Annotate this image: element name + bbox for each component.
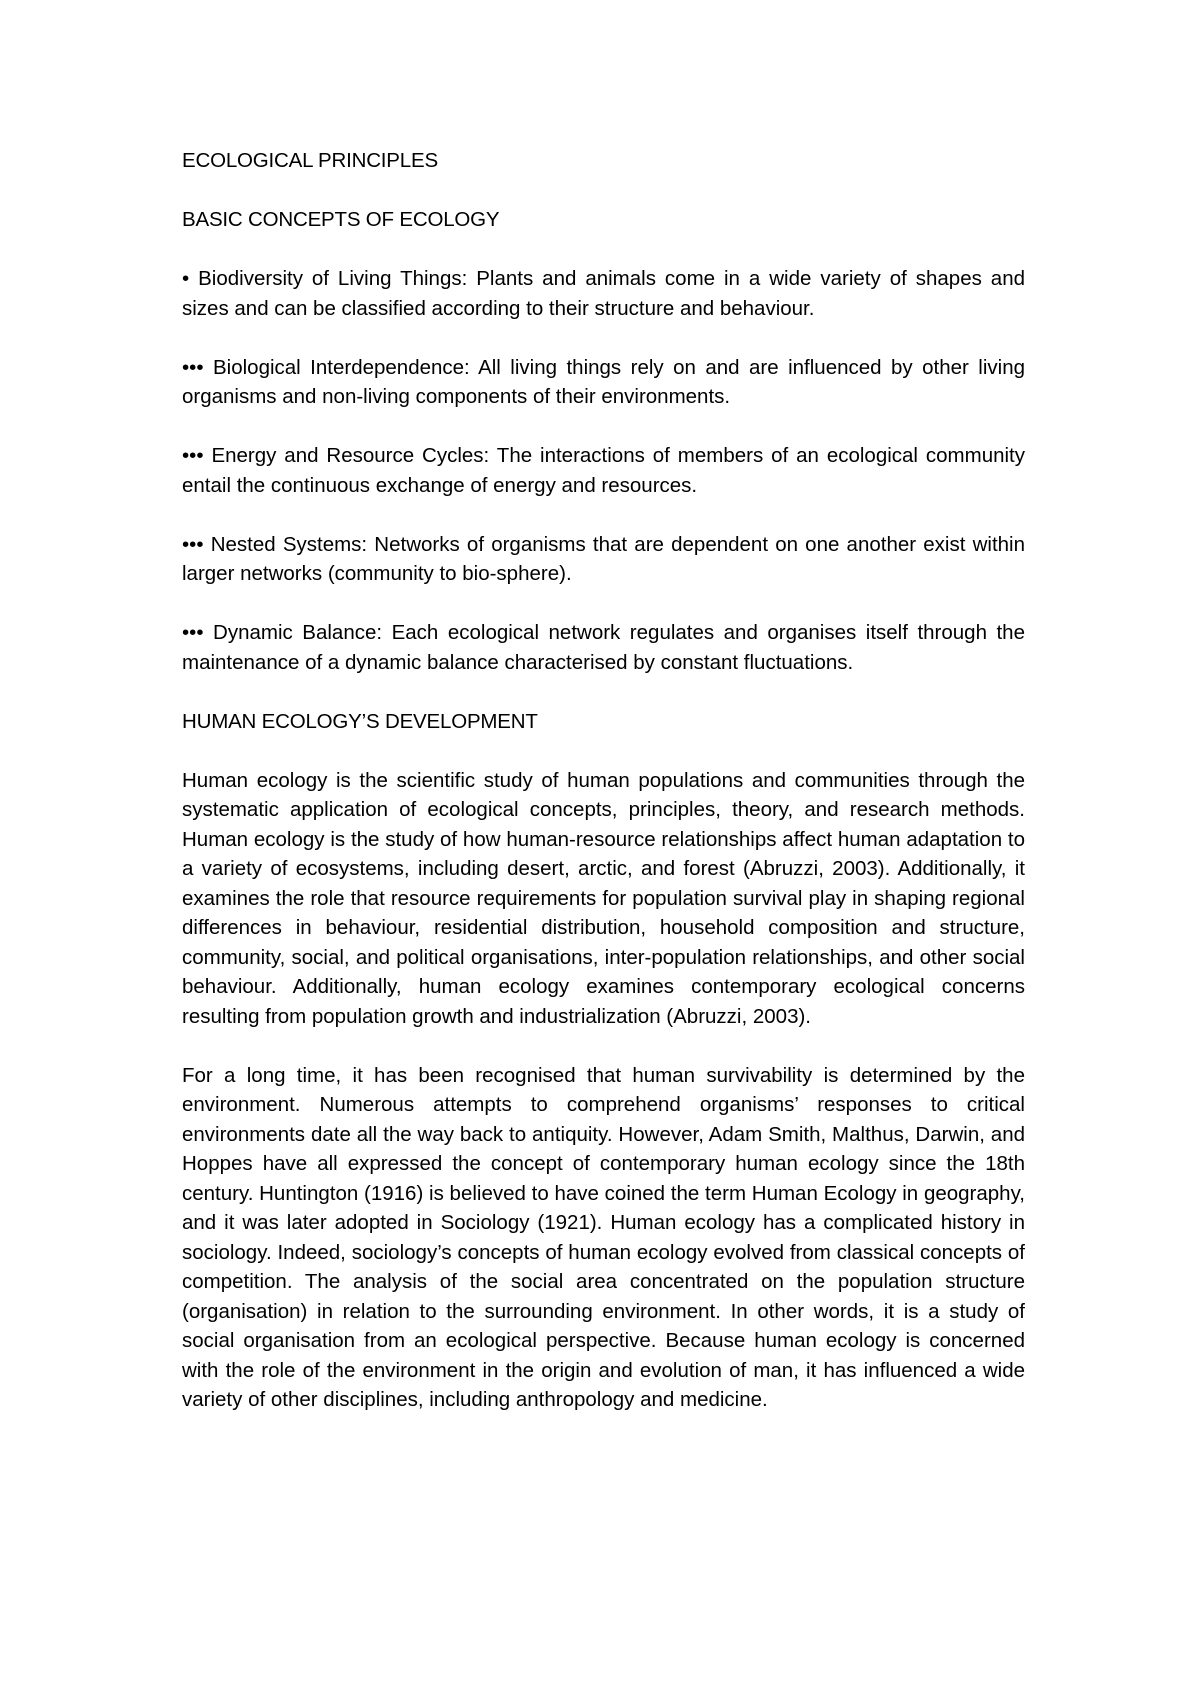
bullet-nested-systems: ••• Nested Systems: Networks of organisms that are dependent on one another exist within larger networks (community to bio-sphere).	[182, 532, 1025, 585]
paragraph-human-ecology-history: For a long time, it has been recognised that human survivability is determined by the environment. Numerous attempts to comprehend organisms’ responses to critical environments date all the way back to antiquity. However, Adam Smith, Malthus, Darwin, and Hoppes have all expressed the concept of contemporary human ecology since the 18th century. Huntington (1916) is believed to have coined the term Human Ecology in geography, and it was later adopted in Sociology (1921). Human ecology has a complicated history in sociology. Indeed, sociology’s concepts of human ecology evolved from classical concepts of competition. The analysis of the social area concentrated on the population structure (organisation) in relation to the surrounding environment. In other words, it is a study of social organisation from an ecological perspective. Because human ecology is concerned with the role of the environment in the origin and evolution of man, it has influenced a wide variety of other disciplines, including anthropology and medicine.	[182, 1063, 1025, 1411]
paragraph-human-ecology-definition: Human ecology is the scientific study of human populations and communities through the systematic application of ecological concepts, principles, theory, and research methods. Human ecology is the study of how human-resource relationships affect human adaptation to a variety of ecosystems, including desert, arctic, and forest (Abruzzi, 2003). Additionally, it examines the role that resource requirements for population survival play in shaping regional differences in behaviour, residential distribution, household composition and structure, community, social, and political organisations, inter-population relationships, and other social behaviour. Additionally, human ecology examines contemporary ecological concerns resulting from population growth and industrialization (Abruzzi, 2003).	[182, 768, 1025, 1028]
section-heading-basic-concepts: BASIC CONCEPTS OF ECOLOGY	[182, 208, 500, 231]
document-title: ECOLOGICAL PRINCIPLES	[182, 149, 438, 172]
bullet-biodiversity: • Biodiversity of Living Things: Plants and animals come in a wide variety of shapes and sizes and can be classified according to their structure and behaviour.	[182, 267, 1025, 320]
bullet-dynamic-balance: ••• Dynamic Balance: Each ecological network regulates and organises itself through the maintenance of a dynamic balance characterised by constant fluctuations.	[182, 621, 1025, 674]
document-page	[182, 146, 1025, 1444]
section-heading-human-ecology: HUMAN ECOLOGY’S DEVELOPMENT	[182, 709, 538, 733]
bullet-energy-cycles: ••• Energy and Resource Cycles: The interactions of members of an ecological community entail the continuous exchange of energy and resources.	[182, 444, 1025, 497]
bullet-interdependence: ••• Biological Interdependence: All living things rely on and are influenced by other living organisms and non-living components of their environments.	[182, 355, 1025, 408]
